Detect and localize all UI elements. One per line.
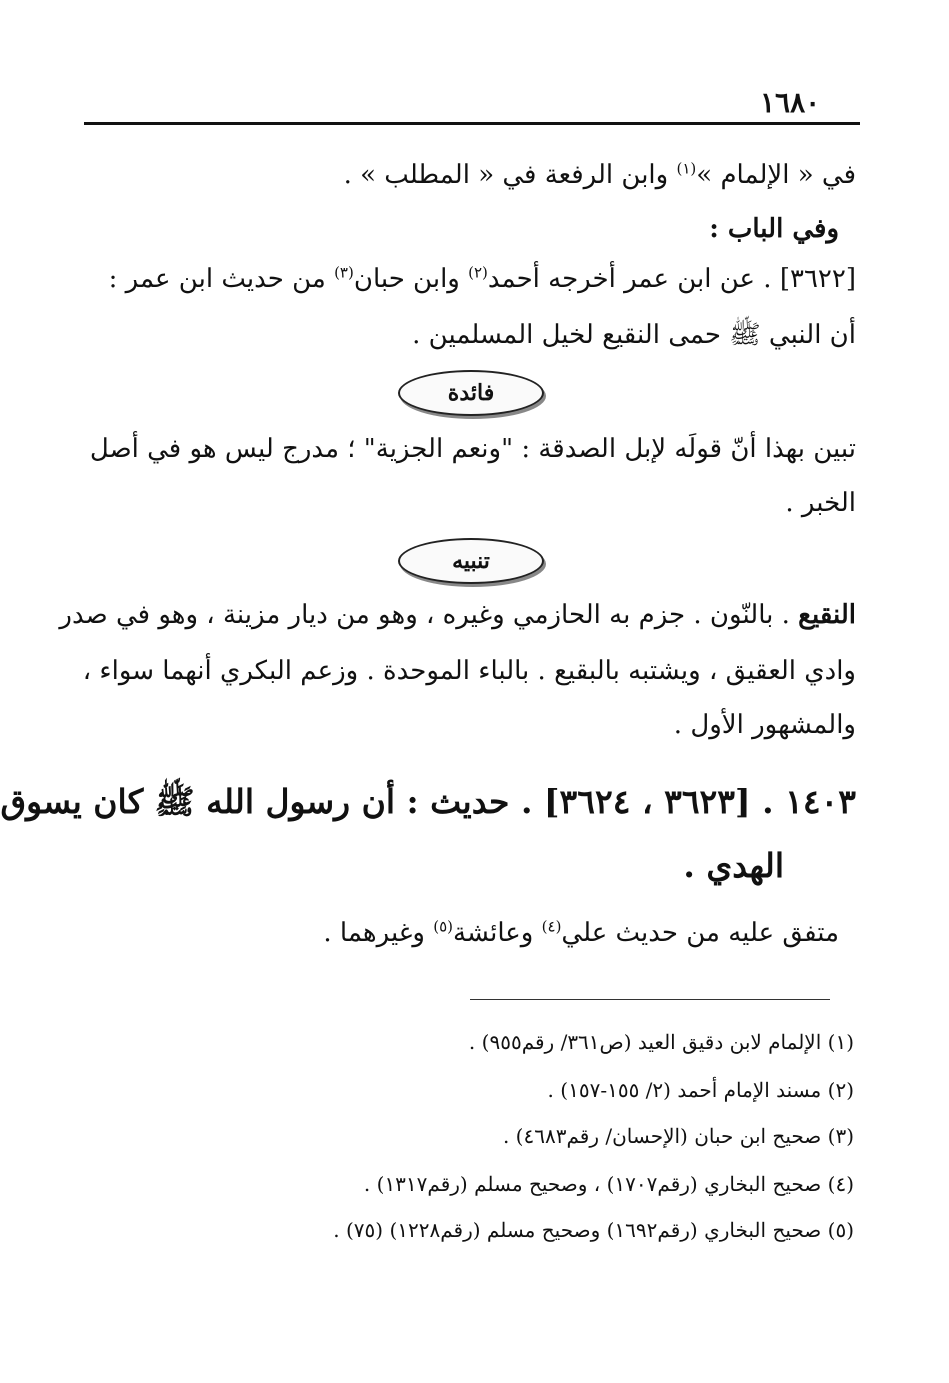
tanbih-badge: تنبيه [398, 538, 544, 584]
faida-badge: فائدة [398, 370, 544, 416]
term-naqi: النقيع [798, 600, 856, 630]
footnote-3: (٣) صحيح ابن حبان (الإحسان/ رقم٤٦٨٣) . [502, 1124, 854, 1148]
header-rule [84, 122, 860, 125]
text-line-1: في « الإلمام »$^{(١)}$ وابن الرفعة في « المطلب » . [343, 159, 856, 190]
bab-heading: وفي الباب : [709, 214, 839, 244]
footnote-ref-2[interactable]: (٢) [468, 263, 488, 282]
faida-line-1: تبين بهذا أنّ قولَه لإبل الصدقة : "ونعم الجزية" ؛ مدرج ليس هو في أصل [89, 434, 856, 464]
tanbih-line-1: النقيع . بالنّون . جزم به الحازمي وغيره ، وهو من ديار مزينة ، وهو في صدر [59, 600, 856, 630]
hadith-heading-line-2: الهدي . [683, 846, 784, 885]
tanbih-line-2: وادي العقيق ، ويشتبه بالبقيع . بالباء الموحدة . وزعم البكري أنهما سواء ، [82, 656, 856, 686]
footnote-5: (٥) صحيح البخاري (رقم١٦٩٢) وصحيح مسلم (رقم١٢٢٨) (٧٥) . [333, 1218, 854, 1242]
footnote-1: (١) الإلمام لابن دقيق العيد (ص٣٦١/ رقم٩٥٥) . [468, 1030, 854, 1054]
text-line-4: أن النبي ﷺ حمى النقيع لخيل المسلمين . [412, 320, 856, 350]
footnote-ref-3[interactable]: (٣) [334, 263, 354, 282]
page-number: ١٦٨٠ [760, 86, 821, 119]
footnote-ref-4[interactable]: (٤) [541, 917, 562, 936]
footnote-4: (٤) صحيح البخاري (رقم١٧٠٧) ، وصحيح مسلم (رقم١٣١٧) . [363, 1172, 854, 1196]
footnote-rule [470, 999, 830, 1000]
footnote-2: (٢) مسند الإمام أحمد (٢/ ١٥٥-١٥٧) . [547, 1078, 854, 1102]
muttafaq-line: متفق عليه من حديث علي$^{(٤)}$ وعائشة$^{(٥)}$ وغيرهما . [323, 917, 839, 948]
tanbih-line-3: والمشهور الأول . [673, 710, 856, 740]
footnote-ref-5[interactable]: (٥) [433, 917, 453, 936]
text-line-3: [٣٦٢٢] . عن ابن عمر أخرجه أحمد$^{(٢)}$ وابن حبان$^{(٣)}$ من حديث ابن عمر : [108, 263, 856, 294]
footnote-ref-1[interactable]: (١) [676, 159, 697, 178]
hadith-heading-line-1: ١٤٠٣ . [٣٦٢٣ ، ٣٦٢٤] . حديث : أن رسول الله ﷺ كان يسوق [0, 782, 856, 821]
faida-line-2: الخبر . [785, 488, 856, 518]
